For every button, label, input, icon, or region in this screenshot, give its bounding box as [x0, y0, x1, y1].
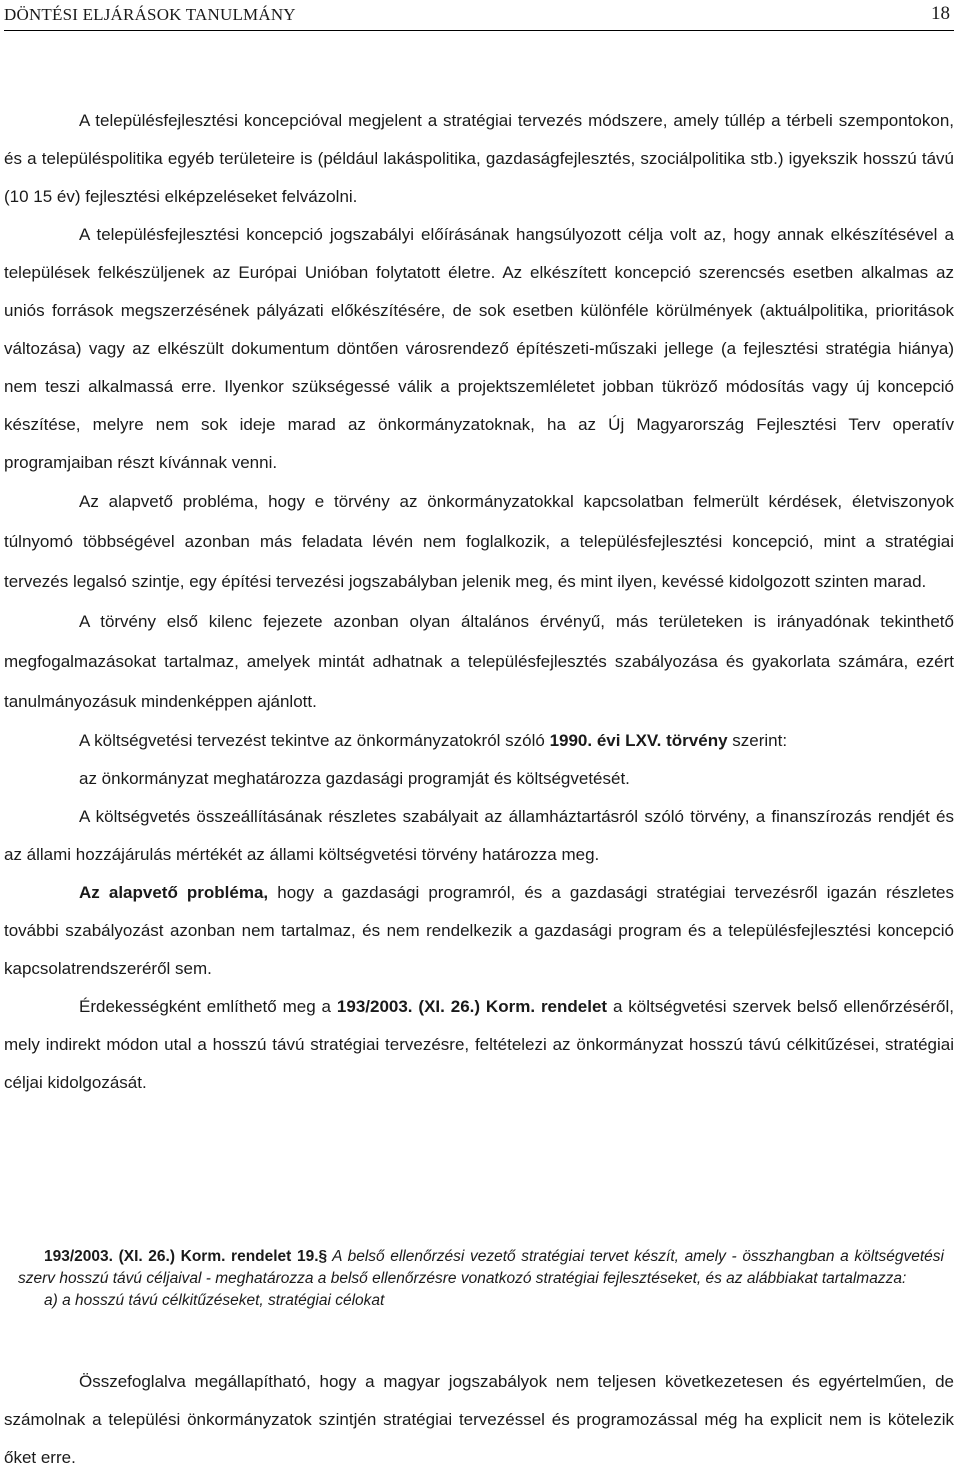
conclusion: [4, 1363, 954, 1477]
paragraph-5: [4, 722, 954, 760]
paragraph-5-pre: A költségvetési tervezést tekintve az önkormányzatokról szóló: [79, 731, 550, 750]
quoted-regulation: [18, 1246, 944, 1312]
paragraph-6: az önkormányzat meghatározza gazdasági programját és költségvetését.: [79, 769, 630, 788]
paragraph-3: Az alapvető probléma, hogy e törvény az önkormányzatokkal kapcsolatban felmerült kérdések, életviszonyok túlnyomó többségével azonban más feladata lévén nem foglalkozik, a településfejlesztési koncepció, mint a stratégiai tervezés legalsó szintje, egy építési tervezési jogszabályban jelenik meg, és mint ilyen, kevéssé kidolgozott szinten marad.: [4, 492, 954, 591]
decree-word: rendelet: [540, 997, 608, 1016]
quote-reference: 193/2003. (XI. 26.) Korm. rendelet 19.§: [44, 1248, 328, 1265]
paragraph-8-rest: hogy a gazdasági programról, és a gazdasági stratégiai tervezésről igazán részletes további szabályozást azonban nem tartalmaz, és nem rendelkezik a gazdasági program és a településfejlesztési koncepció kapcsolatrendszeréről sem.: [4, 883, 955, 978]
paragraph-8: [4, 874, 954, 988]
main-text: [4, 102, 954, 1102]
quote-text: A belső ellenőrzési vezető stratégiai tervet készít, amely - összhangban a költségvetési szerv hosszú távú céljaival - meghatározza a belső ellenőrzésre vonatkozó stratégiai fejlesztéseket, és az alábbiakat tartalmazza:: [18, 1248, 944, 1287]
paragraph-5-post: szerint:: [727, 731, 788, 750]
paragraph-4: A törvény első kilenc fejezete azonban olyan általános érvényű, más területeken is irányadónak tekinthető megfogalmazásokat tartalmaz, amelyek mintát adhatnak a településfejlesztés szabályozása és gyakorlata számára, ezért tanulmányozásuk mindenképpen ajánlott.: [4, 612, 954, 711]
paragraph-7: A költségvetés összeállításának részletes szabályait az államháztartásról szóló törvény, a finanszírozás rendjét és az állami hozzájárulás mértékét az állami költségvetési törvény határozza meg.: [4, 807, 954, 864]
paragraph-9-pre: Érdekességként említhető meg a: [79, 997, 337, 1016]
decree-reference: 193/2003. (XI. 26.) Korm.: [336, 997, 536, 1016]
running-title: DÖNTÉSI ELJÁRÁSOK TANULMÁNY: [4, 5, 296, 24]
paragraph-8-lead: Az alapvető probléma,: [79, 883, 269, 902]
paragraph-9-post: a költségvetési szervek belső ellenőrzéséről, mely indirekt módon utal a hosszú távú stratégiai tervezésre, feltételezi az önkormányzat hosszú távú célkitűzései, stratégiai céljai kidolgozását.: [4, 997, 954, 1092]
page-header: [4, 0, 954, 31]
paragraph-9: [4, 988, 954, 1102]
paragraph-1: A településfejlesztési koncepcióval megjelent a stratégiai tervezés módszere, amely túllép a térbeli szempontokon, és a településpolitika egyéb területeire is (például lakáspolitika, gazdaságfejlesztés, szociálpolitika stb.) igyekszik hosszú távú (10 15 év) fejlesztési elképzeléseket felvázolni.: [4, 111, 954, 206]
page-number: 18: [931, 3, 950, 24]
quote-list-item: a) a hosszú távú célkitűzéseket, stratégiai célokat: [44, 1292, 385, 1309]
paragraph-2: A településfejlesztési koncepció jogszabályi előírásának hangsúlyozott célja volt az, hogy annak elkészítésével a települések felkészüljenek az Európai Unióban folytatott életre. Az elkészített koncepció szerencsés esetben alkalmas az uniós források megszerzésének pályázati előkészítésére, de sok esetben különféle körülmények (aktuálpolitika, prioritások változása) vagy az elkészült dokumentum döntően városrendező építészeti-műszaki jellege (a fejlesztési stratégia hiánya) nem teszi alkalmassá erre. Ilyenkor szükségessé válik a projektszemléletet jobban tükröző módosítás vagy új koncepció készítése, melyre nem sok ideje marad az önkormányzatoknak, ha az Új Magyarország Fejlesztési Terv operatív programjaiban részt kívánnak venni.: [4, 225, 954, 472]
law-reference: 1990. évi LXV. törvény: [549, 731, 728, 750]
conclusion-paragraph: Összefoglalva megállapítható, hogy a magyar jogszabályok nem teljesen következetesen és egyértelműen, de számolnak a települési önkormányzatok szintjén stratégiai tervezéssel és programozással még ha explicit nem is kötelezik őket erre.: [4, 1372, 954, 1467]
